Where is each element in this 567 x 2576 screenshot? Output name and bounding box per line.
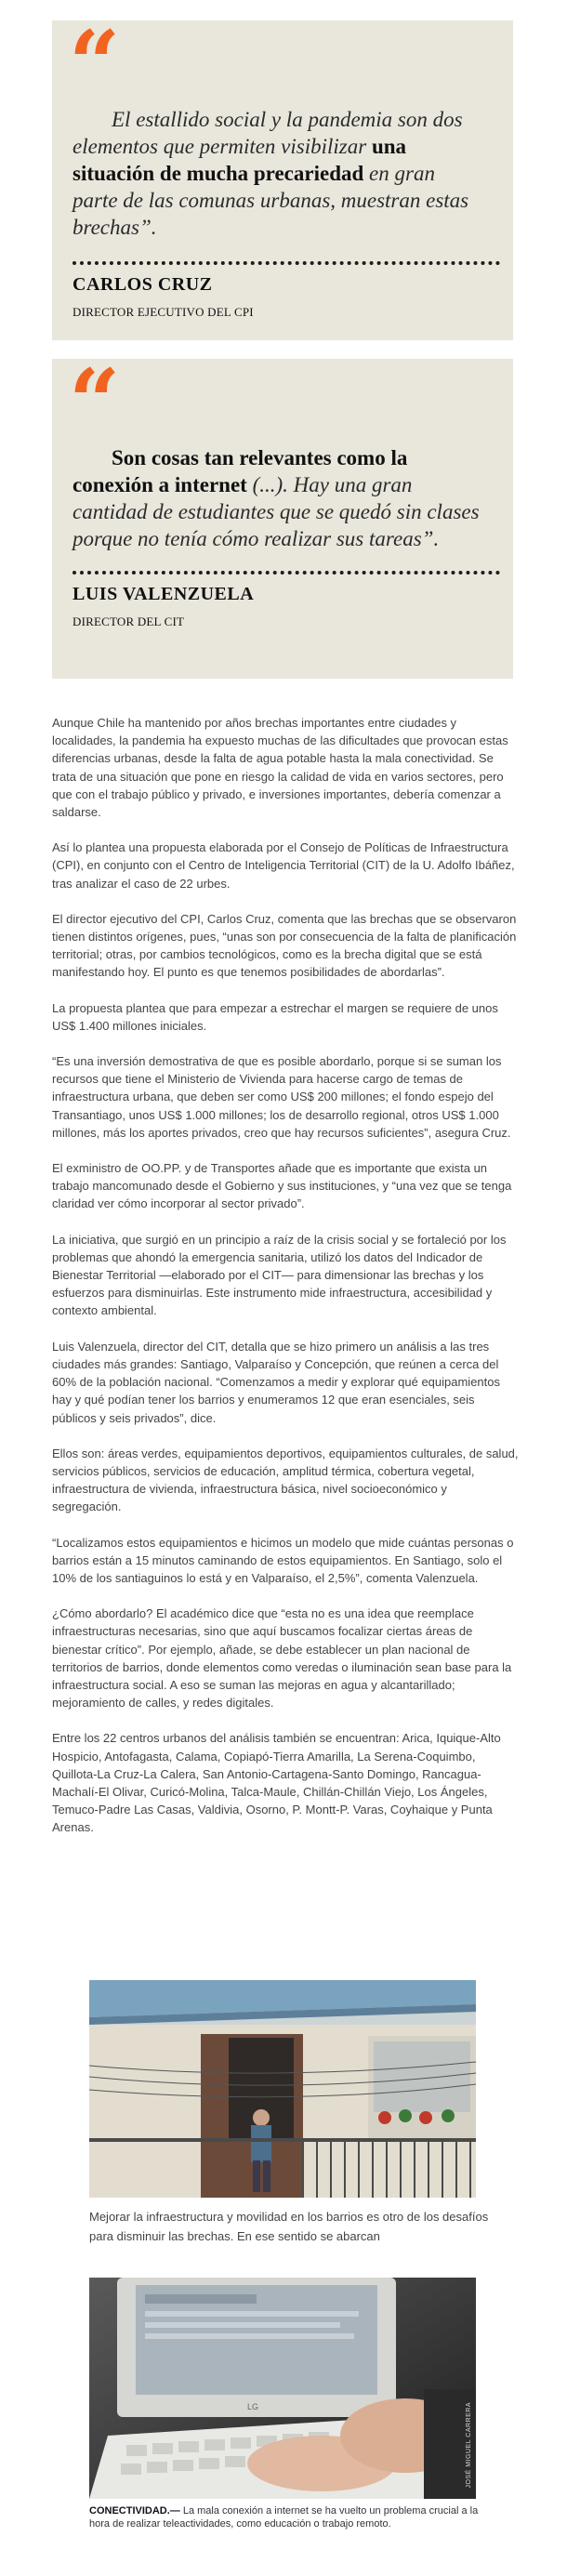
photo-caption: [89, 2504, 489, 2530]
article-paragraph: Aunque Chile ha mantenido por años brechas importantes entre ciudades y localidades, la pandemia ha expuesto muchas de las dificultades que provocan estas diferencias urbanas, desde la falta de agua potable hasta la mala conectividad. Se trata de una situación que pone en riesgo la calidad de vida en varios sectores, pero que con el trabajo público y privado, e inversiones importantes, debería comenzar a saldarse.: [52, 716, 508, 820]
pull-quote-text: [73, 444, 481, 552]
article-paragraph: La iniciativa, que surgió en un principio a raíz de la crisis social y se fortaleció por los problemas que ahondó la emergencia sanitaria, utilizó los datos del Indicador de Bienestar Territorial —elaborado por el CIT— para dimensionar las brechas y los esfuerzos para disminuirlas. Este instrumento mide infraestructura, accesibilidad y contexto ambiental.: [52, 1232, 507, 1318]
dotted-divider: [73, 571, 500, 575]
dotted-divider: [73, 261, 500, 265]
quote-text-part: El estallido social y la pandemia son dos elementos que permiten visibilizar: [73, 108, 463, 158]
building-illustration: [89, 1980, 476, 2198]
article-paragraph: Ellos son: áreas verdes, equipamientos deportivos, equipamientos culturales, de salud, servicios públicos, servicios de educación, amplitud térmica, cobertura vegetal, infraestructura de vivienda, infraestructura básica, nivel socioeconómico y segregación.: [52, 1446, 519, 1514]
photo-neighborhood-building: [89, 1980, 476, 2198]
photo-connectivity: [89, 2278, 476, 2499]
pull-quote-cruz: [52, 11, 513, 340]
pull-quote-text: [73, 106, 481, 241]
quote-text-part: en gran parte de las comunas urbanas, muestran estas brechas”.: [73, 162, 469, 239]
article-paragraph: El director ejecutivo del CPI, Carlos Cruz, comenta que las brechas que se observaron tienen distintos orígenes, pues, “unas son por consecuencia de la falta de planificación territorial; otras, por cambios tecnológicos, como es la brecha digital que se está manifestando hoy. El punto es que tenemos posibilidades de abordarlas”.: [52, 911, 517, 980]
quote-author-role: DIRECTOR EJECUTIVO DEL CPI: [73, 305, 254, 319]
computer-illustration: [89, 2278, 476, 2499]
caption-text: La mala conexión a internet se ha vuelto un problema crucial a la hora de realizar teleactividades, como educación o trabajo remoto.: [89, 2505, 479, 2530]
pull-quote-valenzuela: [52, 350, 513, 679]
article-paragraph: Entre los 22 centros urbanos del análisis también se encuentran: Arica, Iquique-Alto Hospicio, Antofagasta, Calama, Copiapó-Tierra Amarilla, La Serena-Coquimbo, Quillota-La Cruz-La Calera, San Antonio-Cartagena-Santo Domingo, Rancagua-Machalí-El Olivar, Curicó-Molina, Talca-Maule, Chillán-Chillán Viejo, Los Ángeles, Temuco-Padre Las Casas, Valdivia, Osorno, P. Montt-P. Varas, Coyhaique y Punta Arenas.: [52, 1731, 501, 1835]
article-paragraph: Luis Valenzuela, director del CIT, detalla que se hizo primero un análisis a las tres ciudades más grandes: Santiago, Valparaíso y Concepción, que reúnen a cerca del 60% de la población nacional. “Comenzamos a medir y explorar qué equipamientos hay y qué podían tener los barrios y enumeramos 12 que eran esenciales, seis públicos y seis privados”, dice.: [52, 1339, 500, 1425]
article-paragraph: Así lo plantea una propuesta elaborada por el Consejo de Políticas de Infraestructura (CPI), en conjunto con el Centro de Inteligencia Territorial (CIT) de la U. Adolfo Ibáñez, tras analizar el caso de 22 urbes.: [52, 840, 515, 891]
article-body: [52, 714, 519, 1855]
article-paragraph: La propuesta plantea que para empezar a estrechar el margen se requiere de unos US$ 1.400 millones iniciales.: [52, 1000, 498, 1033]
quote-mark-icon: “: [69, 350, 113, 455]
article-paragraph: El exministro de OO.PP. y de Transportes añade que es importante que exista un trabajo mancomunado desde el Gobierno y sus instituciones, y “una vez que se tenga claridad ver cómo incorporar al sector privado”.: [52, 1161, 512, 1211]
quote-mark-icon: “: [69, 11, 113, 116]
quote-text-bold: Son cosas tan relevantes como la conexión a internet: [73, 446, 408, 496]
article-paragraph: ¿Cómo abordarlo? El académico dice que “esta no es una idea que reemplace infraestructuras necesarias, sino que aquí buscamos focalizar ciertas áreas de bienestar crítico”. Por ejemplo, añade, se debe establecer un plan nacional de territorios de barrios, donde elementos como veredas o iluminación sean base para la infraestructura social. A eso se suman las mejoras en agua y alcantarillado; mejoramiento de calles, y redes digitales.: [52, 1606, 512, 1711]
quote-author: CARLOS CRUZ: [73, 274, 213, 295]
quote-author-role: DIRECTOR DEL CIT: [73, 614, 185, 628]
photo-credit: JOSÉ MIGUEL CARRERA: [466, 2401, 472, 2488]
caption-label: CONECTIVIDAD.—: [89, 2505, 180, 2517]
monitor-brand: LG: [247, 2402, 259, 2411]
article-paragraph: “Localizamos estos equipamientos e hicimos un modelo que mide cuántas personas o barrios están a 15 minutos caminando de estos equipamientos. En Santiago, solo el 10% de los santiaguinos lo está y en Valparaíso, el 2,5%”, comenta Valenzuela.: [52, 1535, 514, 1585]
quote-text-part: (...). Hay una gran cantidad de estudiantes que se quedó sin clases porque no tenía cómo realizar sus tareas”.: [73, 473, 480, 550]
quote-author: LUIS VALENZUELA: [73, 584, 255, 604]
quote-text-bold: una situación de mucha precariedad: [73, 135, 407, 185]
photo-caption: Mejorar la infraestructura y movilidad en los barrios es otro de los desafíos para disminuir las brechas. En ese sentido se abarcan: [89, 2210, 489, 2243]
article-paragraph: “Es una inversión demostrativa de que es posible abordarlo, porque si se suman los recursos que tiene el Ministerio de Vivienda para hacerse cargo de temas de infraestructura urbana, que deben ser como US$ 200 millones; el fondo espejo del Transantiago, unos US$ 1.000 millones; los de desarrollo regional, otros US$ 1.000 millones, más los aportes privados, creo que hay recursos suficientes”, asegura Cruz.: [52, 1054, 511, 1140]
